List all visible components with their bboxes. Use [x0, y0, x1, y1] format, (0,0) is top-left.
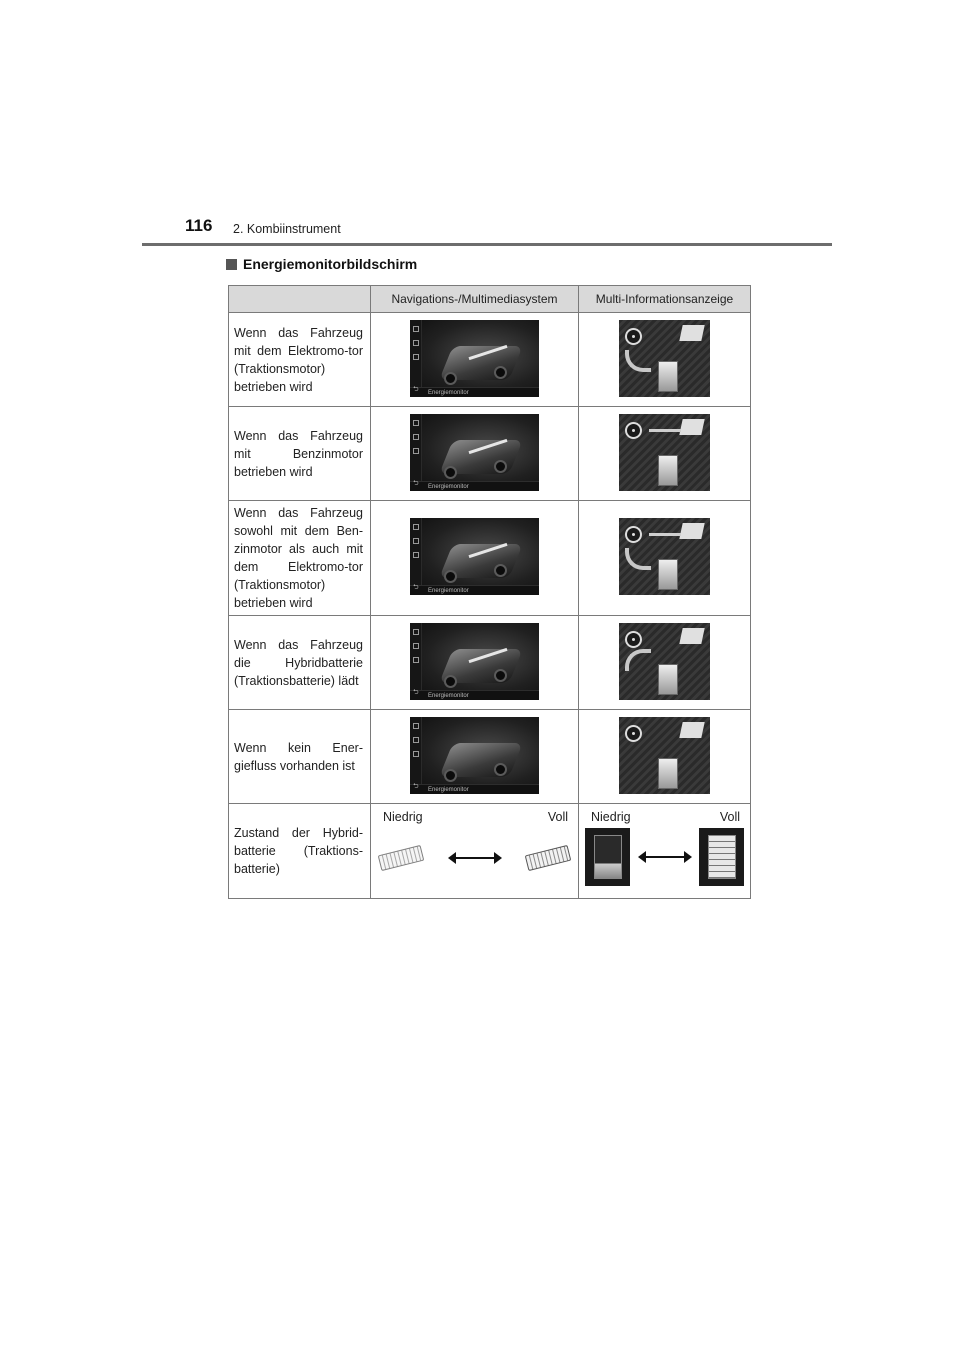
battery-icon — [658, 758, 678, 789]
multi-info-screen-image — [619, 414, 710, 491]
wheel-icon — [625, 631, 642, 648]
back-icon: ⮌ — [413, 385, 419, 393]
screen-caption: Energiemonitor — [428, 389, 469, 396]
navigation-battery-cell — [371, 804, 579, 899]
back-icon: ⮌ — [413, 584, 419, 591]
double-arrow-icon — [644, 856, 686, 858]
wheel-graphic — [494, 763, 507, 776]
back-icon: ⮌ — [413, 782, 419, 790]
navigation-screen-image — [410, 414, 539, 491]
multi-info-screen-image — [619, 623, 710, 700]
table-row — [229, 313, 751, 407]
row-label: Wenn das Fahrzeug die Hybridbatterie (Traktionsbatterie) lädt — [229, 616, 371, 710]
row-label: Zustand der Hybrid-batterie (Traktions-batterie) — [229, 804, 371, 899]
navigation-screen-cell — [371, 616, 579, 710]
screen-caption: Energiemonitor — [428, 692, 469, 699]
screen-caption: Energiemonitor — [428, 588, 469, 594]
engine-to-wheel-arrow — [649, 533, 681, 536]
battery-icon — [658, 664, 678, 695]
wheel-graphic — [444, 769, 457, 782]
column-header-multi-info: Multi-Informationsanzeige — [579, 286, 751, 313]
multi-info-screen-image — [619, 518, 710, 595]
engine-icon — [679, 523, 704, 539]
row-label: Wenn das Fahrzeug mit Benzinmotor betrieben wird — [229, 407, 371, 501]
battery-scale — [371, 824, 578, 870]
navigation-screen-cell — [371, 710, 579, 804]
energy-monitor-table — [228, 285, 751, 899]
wheel-graphic — [494, 460, 507, 473]
battery-full-icon — [525, 845, 572, 871]
battery-icon — [658, 455, 678, 486]
wheel-graphic — [444, 372, 457, 385]
wheel-graphic — [444, 570, 457, 583]
battery-scale — [579, 824, 750, 890]
full-label: Voll — [547, 810, 568, 824]
wheel-icon — [625, 725, 642, 742]
multi-info-battery-cell — [579, 804, 751, 899]
table-row — [229, 710, 751, 804]
row-label: Wenn das Fahrzeug sowohl mit dem Ben-zinmotor als auch mit dem Elektromo-tor (Traktionsmotor) betrieben wird — [229, 501, 371, 616]
multi-info-cell — [579, 313, 751, 407]
battery-icon — [658, 559, 678, 590]
battery-level-labels — [579, 810, 750, 824]
engine-to-wheel-arrow — [649, 429, 681, 432]
wheel-graphic — [494, 564, 507, 577]
engine-icon — [679, 419, 704, 435]
navigation-screen-image — [410, 320, 539, 397]
wheel-graphic — [444, 466, 457, 479]
battery-icon — [658, 361, 678, 392]
battery-low-icon — [378, 845, 425, 871]
engine-icon — [679, 722, 704, 738]
navigation-screen-image — [410, 717, 539, 794]
navigation-screen-image — [410, 518, 539, 595]
screen-caption: Energiemonitor — [428, 786, 469, 793]
table-row — [229, 407, 751, 501]
square-bullet-icon — [226, 259, 237, 270]
multi-info-screen-image — [619, 717, 710, 794]
wheel-icon — [625, 526, 642, 543]
navigation-screen-cell — [371, 313, 579, 407]
table-header-row — [229, 286, 751, 313]
navigation-screen-cell — [371, 501, 579, 616]
back-icon: ⮌ — [413, 479, 419, 487]
low-label: Niedrig — [591, 810, 631, 824]
multi-info-cell — [579, 616, 751, 710]
battery-to-wheel-arrow — [625, 548, 651, 570]
header-divider — [142, 243, 832, 246]
multi-info-cell — [579, 501, 751, 616]
table-row — [229, 616, 751, 710]
chapter-title: 2. Kombiinstrument — [233, 222, 341, 236]
battery-to-wheel-arrow — [625, 350, 651, 372]
column-header-empty — [229, 286, 371, 313]
wheel-graphic — [494, 669, 507, 682]
battery-low-frame — [585, 828, 630, 886]
navigation-screen-cell — [371, 407, 579, 501]
page-number: 116 — [185, 216, 213, 235]
wheel-icon — [625, 328, 642, 345]
low-label: Niedrig — [383, 810, 423, 824]
multi-info-cell — [579, 710, 751, 804]
engine-icon — [679, 628, 704, 644]
row-label: Wenn das Fahrzeug mit dem Elektromo-tor (Traktionsmotor) betrieben wird — [229, 313, 371, 407]
back-icon: ⮌ — [413, 688, 419, 696]
wheel-icon — [625, 422, 642, 439]
table-row — [229, 501, 751, 616]
row-label: Wenn kein Ener-giefluss vorhanden ist — [229, 710, 371, 804]
battery-full-frame — [699, 828, 744, 886]
wheel-to-battery-arrow — [625, 649, 651, 671]
battery-low-icon — [594, 835, 622, 879]
battery-level-labels — [371, 810, 578, 824]
wheel-graphic — [494, 366, 507, 379]
multi-info-screen-image — [619, 320, 710, 397]
wheel-graphic — [444, 675, 457, 688]
engine-icon — [679, 325, 704, 341]
section-title: Energiemonitorbildschirm — [243, 256, 418, 272]
double-arrow-icon — [454, 857, 496, 859]
section-heading — [226, 256, 417, 272]
battery-state-row — [229, 804, 751, 899]
column-header-navigation: Navigations-/Multimediasystem — [371, 286, 579, 313]
full-label: Voll — [719, 810, 740, 824]
battery-full-icon — [708, 835, 736, 879]
screen-caption: Energiemonitor — [428, 483, 469, 490]
multi-info-cell — [579, 407, 751, 501]
navigation-screen-image — [410, 623, 539, 700]
